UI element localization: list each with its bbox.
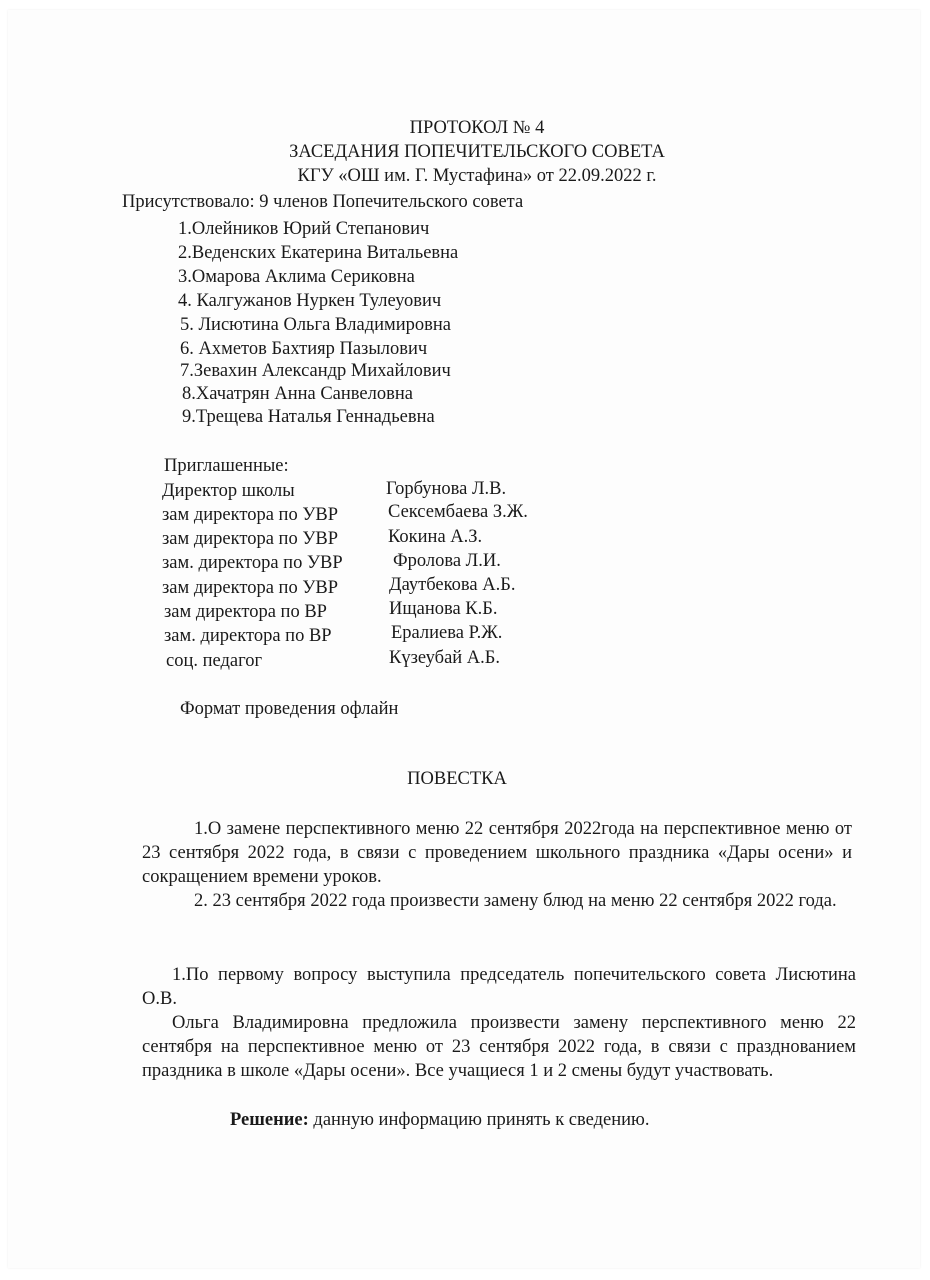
invited-name: Ищанова К.Б. [389, 599, 498, 619]
invited-role: зам. директора по ВР [164, 626, 332, 646]
invited-role: зам директора по УВР [162, 529, 339, 549]
invited-name: Даутбекова А.Б. [389, 575, 516, 595]
present-label: Присутствовало: 9 членов Попечительского совета [122, 192, 524, 212]
protocol-title: ПРОТОКОЛ № 4 [409, 118, 545, 138]
discussion-paragraph-1: 1.По первому вопросу выступила председатель попечительского совета Лисютина О.В. [142, 965, 856, 1009]
member-item: 7.Зевахин Александр Михайлович [180, 361, 451, 381]
protocol-organization-date: КГУ «ОШ им. Г. Мустафина» от 22.09.2022 г. [297, 166, 657, 186]
decision-line [230, 1110, 649, 1131]
invited-name: Ералиева Р.Ж. [391, 623, 503, 643]
decision-text: данную информацию принять к сведению. [308, 1110, 650, 1130]
member-item: 8.Хачатрян Анна Санвеловна [182, 384, 413, 404]
protocol-subtitle: ЗАСЕДАНИЯ ПОПЕЧИТЕЛЬСКОГО СОВЕТА [289, 142, 665, 162]
member-item: 1.Олейников Юрий Степанович [178, 219, 430, 239]
agenda-item-1: 1.О замене перспективного меню 22 сентября 2022года на перспективное меню от 23 сентября 2022 года, в связи с проведением школьного праздника «Дары осени» и сокращением времени уроков. [142, 819, 852, 887]
invited-label: Приглашенные: [164, 456, 289, 476]
meeting-format: Формат проведения офлайн [180, 699, 399, 719]
invited-name: Фролова Л.И. [393, 551, 501, 571]
invited-name: Кокина А.З. [388, 527, 483, 547]
invited-role: зам директора по УВР [162, 578, 339, 598]
invited-role: Директор школы [162, 481, 295, 501]
invited-name: Горбунова Л.В. [386, 479, 507, 499]
invited-role: зам директора по УВР [162, 505, 339, 525]
invited-name: Сексембаева З.Ж. [388, 502, 528, 522]
invited-name: Күзеубай А.Б. [389, 648, 501, 668]
agenda-item-2: 2. 23 сентября 2022 года произвести замену блюд на меню 22 сентября 2022 года. [194, 891, 837, 911]
member-item: 6. Ахметов Бахтияр Пазылович [180, 339, 428, 359]
member-item: 5. Лисютина Ольга Владимировна [180, 315, 451, 335]
invited-role: зам директора по ВР [164, 602, 327, 622]
member-item: 4. Калгужанов Нуркен Тулеуович [178, 291, 442, 311]
invited-role: зам. директора по УВР [162, 553, 343, 573]
decision-label: Решение: [230, 1110, 309, 1130]
discussion-paragraph-2: Ольга Владимировна предложила произвести замену перспективного меню 22 сентября на перспективное меню от 23 сентября 2022 года, в связи с празднованием праздника в школе «Дары осени». Все учащиеся 1 и 2 смены будут участвовать. [142, 1013, 856, 1081]
agenda-title: ПОВЕСТКА [407, 769, 507, 789]
member-item: 2.Веденских Екатерина Витальевна [178, 243, 459, 263]
member-item: 9.Трещева Наталья Геннадьевна [182, 407, 435, 427]
invited-role: соц. педагог [166, 651, 263, 671]
member-item: 3.Омарова Аклима Сериковна [178, 267, 415, 287]
